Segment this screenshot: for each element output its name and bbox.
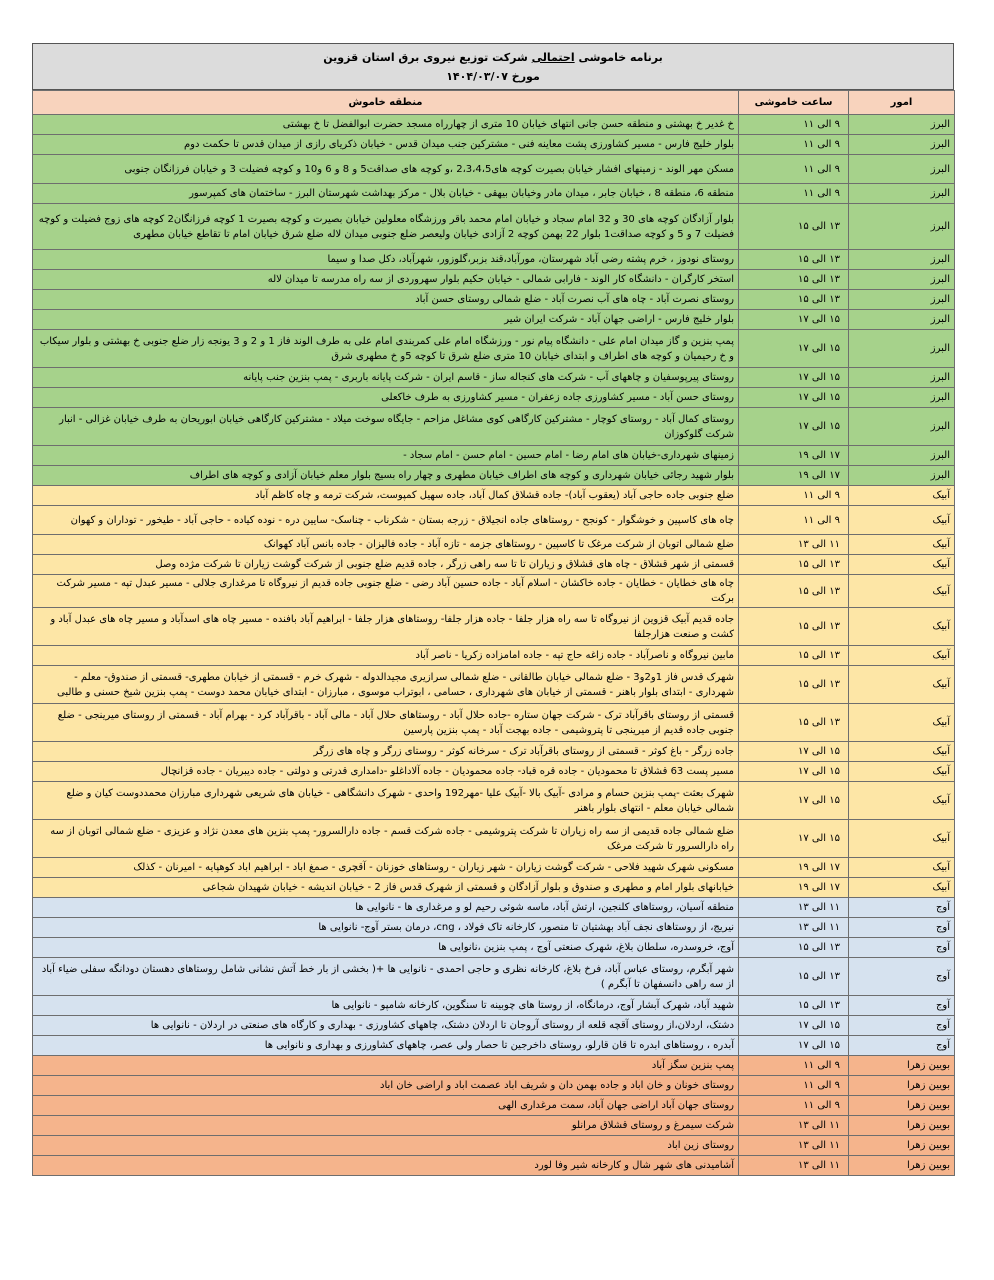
cell-time: ۱۳ الی ۱۵ (739, 996, 849, 1016)
cell-time: ۱۱ الی ۱۳ (739, 898, 849, 918)
cell-region: آبیک (849, 486, 955, 506)
cell-area: روستای زین اباد (33, 1136, 739, 1156)
cell-region: آبیک (849, 608, 955, 646)
table-row (33, 486, 955, 506)
table-row (33, 368, 955, 388)
cell-area: جاده قدیم آبیک قزوین از نیروگاه تا سه راه هزار جلفا - جاده هزار جلفا- روستاهای هزار جلفا - ابراهیم آباد بافنده - مسیر چاه های اسدآباد و مسیر چاه های عبدل آباد و کشت و صنعت هزارجلفا (33, 608, 739, 646)
cell-region: البرز (849, 270, 955, 290)
cell-time: ۹ الی ۱۱ (739, 486, 849, 506)
cell-time: ۱۵ الی ۱۷ (739, 368, 849, 388)
cell-region: آوج (849, 1016, 955, 1036)
cell-area: قسمتی از شهر قشلاق - چاه های قشلاق و زیاران تا تا سه راهی زرگر ، جاده قدیم ضلع جنوبی از شرکت گوشت زیاران تا شرکت مژده وصل (33, 555, 739, 575)
cell-area: روستای پیرپوسفیان و چاههای آب - شرکت های کنجاله ساز - قاسم ایران - شرکت پایانه باربری - پمپ بنزین جنب پایانه (33, 368, 739, 388)
cell-region: البرز (849, 290, 955, 310)
cell-area: آبدره ، روستاهای ابدره تا قان قارلو، روستای داخرجین تا حصار ولی عصر، چاههای کشاورزی و بهداری و نانوایی ها (33, 1036, 739, 1056)
cell-region: بویین زهرا (849, 1136, 955, 1156)
cell-region: البرز (849, 250, 955, 270)
column-header-time: ساعت خاموشی (739, 91, 849, 115)
cell-region: بویین زهرا (849, 1076, 955, 1096)
cell-time: ۹ الی ۱۱ (739, 135, 849, 155)
cell-time: ۱۳ الی ۱۵ (739, 608, 849, 646)
cell-region: البرز (849, 330, 955, 368)
cell-region: البرز (849, 135, 955, 155)
cell-area: جاده زرگر - باغ کوثر - قسمتی از روستای باقرآباد ترک - سرخانه کوثر - روستای زرگر و چاه های زرگر (33, 742, 739, 762)
outage-table (32, 90, 955, 1176)
table-row (33, 782, 955, 820)
schedule-header (32, 43, 954, 90)
cell-area: روستای خونان و خان اباد و جاده بهمن دان و شریف اباد عصمت اباد و اراضی خان اباد (33, 1076, 739, 1096)
cell-area: خیابانهای بلوار امام و مطهری و صندوق و بلوار آزادگان و قسمتی از شهرک قدس فاز 2 - خیابان اندیشه - خیابان شهیدان شجاعی (33, 878, 739, 898)
title-suffix: شرکت توزیع نیروی برق استان قزوین (323, 50, 528, 64)
cell-region: بویین زهرا (849, 1056, 955, 1076)
cell-region: آبیک (849, 646, 955, 666)
cell-region: البرز (849, 368, 955, 388)
cell-region: آبیک (849, 666, 955, 704)
cell-time: ۱۵ الی ۱۷ (739, 310, 849, 330)
cell-region: البرز (849, 408, 955, 446)
table-row (33, 310, 955, 330)
cell-time: ۱۷ الی ۱۹ (739, 446, 849, 466)
cell-area: زمینهای شهرداری-خیابان های امام رضا - امام حسین - امام حسن - امام سجاد - (33, 446, 739, 466)
cell-time: ۱۳ الی ۱۵ (739, 204, 849, 250)
cell-region: آبیک (849, 820, 955, 858)
cell-area: نیریج، از روستاهای نجف آباد بهشتیان تا منصور، کارخانه تاک فولاد ، cng، درمان بستر آوج- نانوایی ها (33, 918, 739, 938)
cell-area: روستای نودوز ، خرم پشته رضی آباد شهرستان، مورآباد،قند بزبر،گلوزور، شهرآباد، دکل صدا و سیما (33, 250, 739, 270)
table-row (33, 250, 955, 270)
table-body (33, 115, 955, 1176)
cell-area: آوج، خروسدره، سلطان بلاغ، شهرک صنعتی آوج ، پمپ بنزین ،نانوایی ها (33, 938, 739, 958)
cell-time: ۱۱ الی ۱۳ (739, 1116, 849, 1136)
cell-region: البرز (849, 115, 955, 135)
cell-time: ۱۱ الی ۱۳ (739, 535, 849, 555)
table-row (33, 115, 955, 135)
table-row (33, 184, 955, 204)
cell-region: البرز (849, 155, 955, 184)
table-row (33, 466, 955, 486)
cell-time: ۹ الی ۱۱ (739, 1056, 849, 1076)
cell-area: شهر آبگرم، روستای عباس آباد، فرخ بلاغ، کارخانه نظری و حاجی احمدی - نانوایی ها +( بخشی از بار خط آتش نشانی شامل روستاهای دهستان دودانگه سفلی ضیاء آباد از سه راهی دانسفهان تا آبگرم ) (33, 958, 739, 996)
cell-time: ۱۳ الی ۱۵ (739, 938, 849, 958)
table-row (33, 938, 955, 958)
cell-area: مسکن مهر الوند - زمینهای افشار خیابان بصیرت کوچه های2،3،4،5 ،و کوچه های صداقت5 و 8 و 6 و10 و کوچه فضیلت 3 و خیابان فرزانگان جنوبی (33, 155, 739, 184)
cell-region: البرز (849, 204, 955, 250)
cell-time: ۹ الی ۱۱ (739, 506, 849, 535)
cell-region: آبیک (849, 858, 955, 878)
table-row (33, 1056, 955, 1076)
cell-area: مسیر پست 63 قشلاق تا محمودیان - جاده قره قباد- جاده محمودیان - جاده آلاداغلو -دامداری قدرتی و دولتی - جاده دیبریان - جاده قزانچال (33, 762, 739, 782)
cell-region: آوج (849, 1036, 955, 1056)
column-header-area: منطقه خاموش (33, 91, 739, 115)
cell-area: منطقه آسیان، روستاهای کلنجین، ارتش آباد، ماسه شوئی رحیم لو و مرغداری ها - نانوایی ها (33, 898, 739, 918)
cell-area: روستای جهان آباد اراضی جهان آباد، سمت مرغداری الهی (33, 1096, 739, 1116)
cell-time: ۹ الی ۱۱ (739, 115, 849, 135)
table-row (33, 575, 955, 608)
cell-region: آبیک (849, 575, 955, 608)
cell-region: البرز (849, 310, 955, 330)
table-row (33, 506, 955, 535)
cell-time: ۹ الی ۱۱ (739, 184, 849, 204)
cell-area: شهرک بعثت -پمپ بنزین حسام و مرادی -آبیک بالا -آبیک علیا -مهر192 واحدی - شهرک دانشگاهی - خیابان های شریعی شهرداری مبارزان محمددوست کیان و ضلع شمالی خیابان معلم - انتهای بلوار باهنر (33, 782, 739, 820)
cell-region: بویین زهرا (849, 1156, 955, 1176)
cell-time: ۱۳ الی ۱۵ (739, 250, 849, 270)
cell-time: ۹ الی ۱۱ (739, 155, 849, 184)
table-row (33, 204, 955, 250)
cell-area: چاه های خطایان - خطایان - جاده خاکشان - اسلام آباد - جاده حسین آباد رضی - ضلع جنوبی جاده قدیم از نیروگاه تا مرغداری جلالی - مسیر عبدل تپه - مسیر شرکت برکت (33, 575, 739, 608)
cell-time: ۱۱ الی ۱۳ (739, 1136, 849, 1156)
cell-time: ۱۳ الی ۱۵ (739, 270, 849, 290)
table-row (33, 820, 955, 858)
cell-region: آبیک (849, 704, 955, 742)
cell-region: بویین زهرا (849, 1096, 955, 1116)
cell-area: بلوار خلیج فارس - مسیر کشاورزی پشت معاینه فنی - مشترکین جنب میدان قدس - خیابان ذکریای رازی از میدان قدس تا حکمت دوم (33, 135, 739, 155)
cell-area: قسمتی از روستای باقرآباد ترک - شرکت جهان ستاره -جاده حلال آباد - روستاهای حلال آباد - مالی آباد - باقرآباد کرد - بهرام آباد - قسمتی از روستای میرینجی - ضلع جنوبی جاده قدیم از میرینجی تا پتروشیمی - جاده بهجت آباد - پمپ بنزین پارسین (33, 704, 739, 742)
cell-area: پمپ بنزین و گاز میدان امام علی - دانشگاه پیام نور - ورزشگاه امام علی کمربندی امام علی به طرف الوند فاز 1 و 2 و 3 یونجه زار ضلع جنوبی خ بهشتی و بلوار سیکاب و خ رحیمیان و کوچه های اطراف و ابتدای خیابان 10 متری ضلع شرق تا کوچه 5و خ مطهری شرق (33, 330, 739, 368)
cell-region: البرز (849, 388, 955, 408)
cell-region: بویین زهرا (849, 1116, 955, 1136)
cell-area: بلوار آزادگان کوچه های 30 و 32 امام سجاد و خیابان امام محمد باقر ورزشگاه معلولین خیابان بصیرت و کوچه بصیرت 1 کوچه فرزانگان2 کوچه های زوج فضیلت و کوچه فضیلت 7 و 5 و کوچه صداقت1 بلوار 22 بهمن کوچه 2 آزادی خیابان ولیعصر ضلع جنوبی میدان لاله ضلع شرق خیابان امام تا تقاطع خیابان مطهری (33, 204, 739, 250)
outage-schedule-sheet (32, 43, 954, 1176)
table-row (33, 388, 955, 408)
cell-region: البرز (849, 446, 955, 466)
table-row (33, 330, 955, 368)
cell-time: ۱۳ الی ۱۵ (739, 290, 849, 310)
cell-time: ۱۷ الی ۱۹ (739, 858, 849, 878)
cell-region: آوج (849, 958, 955, 996)
cell-region: آبیک (849, 742, 955, 762)
cell-region: آوج (849, 996, 955, 1016)
cell-region: آبیک (849, 506, 955, 535)
cell-time: ۱۱ الی ۱۳ (739, 1156, 849, 1176)
cell-area: استخر کارگران - دانشگاه کار الوند - فارابی شمالی - خیابان حکیم بلوار سهروردی از سه راه مدرسه تا میدان لاله (33, 270, 739, 290)
table-row (33, 155, 955, 184)
table-row (33, 1036, 955, 1056)
table-header-row (33, 91, 955, 115)
table-row (33, 446, 955, 466)
cell-area: ضلع شمالی جاده قدیمی از سه راه زیاران تا شرکت پتروشیمی - جاده شرکت قسم - جاده دارالسرور- پمپ بنزین های معدن نژاد و عزیزی - ضلع شمالی اتوبان از سه راه دارالسرور تا شرکت مرغک (33, 820, 739, 858)
table-row (33, 762, 955, 782)
cell-area: دشتک، اردلان،از روستای آقچه قلعه از روستای آروجان تا اردلان دشتک، چاههای کشاورزی - بهداری و کارگاه های صنعتی در اردلان - نانوایی ها (33, 1016, 739, 1036)
cell-region: آبیک (849, 762, 955, 782)
cell-time: ۱۳ الی ۱۵ (739, 704, 849, 742)
cell-time: ۱۵ الی ۱۷ (739, 762, 849, 782)
cell-region: آوج (849, 898, 955, 918)
table-row (33, 408, 955, 446)
table-row (33, 290, 955, 310)
table-row (33, 608, 955, 646)
page-title (33, 51, 953, 64)
cell-area: مسکونی شهرک شهید فلاحی - شرکت گوشت زیاران - شهر زیاران - روستاهای خوزنان - آقچری - صمغ اباد - ابراهیم اباد کوهپایه - امیرنان - کذلک (33, 858, 739, 878)
cell-time: ۱۱ الی ۱۳ (739, 918, 849, 938)
table-row (33, 858, 955, 878)
cell-time: ۱۵ الی ۱۷ (739, 408, 849, 446)
table-row (33, 1116, 955, 1136)
cell-time: ۱۵ الی ۱۷ (739, 742, 849, 762)
table-row (33, 1076, 955, 1096)
table-row (33, 918, 955, 938)
cell-time: ۱۳ الی ۱۵ (739, 575, 849, 608)
cell-area: پمپ بنزین سگز آباد (33, 1056, 739, 1076)
table-row (33, 535, 955, 555)
table-row (33, 704, 955, 742)
table-row (33, 878, 955, 898)
cell-area: خ غدیر خ بهشتی و منطقه حسن جانی انتهای خیابان 10 متری از چهارراه مسجد حضرت ابوالفضل تا خ بهشتی (33, 115, 739, 135)
cell-area: بلوار خلیج فارس - اراضی جهان آباد - شرکت ایران شیر (33, 310, 739, 330)
cell-area: شهید آباد، شهرک آبشار آوج، درمانگاه، از روستا های چوبینه تا سنگوین، کارخانه شامپو - نانوایی ها (33, 996, 739, 1016)
table-row (33, 996, 955, 1016)
cell-time: ۱۵ الی ۱۷ (739, 1016, 849, 1036)
table-row (33, 742, 955, 762)
cell-area: مابین نیروگاه و ناصرآباد - جاده زاغه حاج تپه - جاده امامزاده زکریا - ناصر آباد (33, 646, 739, 666)
cell-time: ۱۵ الی ۱۷ (739, 1036, 849, 1056)
table-row (33, 646, 955, 666)
cell-area: ضلع جنوبی جاده حاجی آباد (یعقوب آباد)- جاده قشلاق کمال آباد، جاده سهیل کمپوست، شرکت ترمه و چاه کاظم آباد (33, 486, 739, 506)
cell-time: ۱۳ الی ۱۵ (739, 646, 849, 666)
cell-region: آبیک (849, 555, 955, 575)
cell-area: روستای کمال آباد - روستای کوچار - مشترکین کارگاهی کوی مشاغل مزاحم - جایگاه سوخت میلاد - مشترکین کارگاهی خیابان ابوریحان به طرف خیابان غزالی - انبار شرکت گلوکوزان (33, 408, 739, 446)
table-row (33, 1156, 955, 1176)
table-row (33, 958, 955, 996)
schedule-date: مورخ ۱۴۰۴/۰۳/۰۷ (446, 69, 540, 83)
table-row (33, 270, 955, 290)
cell-area: شرکت سیمرغ و روستای قشلاق مرانلو (33, 1116, 739, 1136)
title-prefix: برنامه خاموشی (578, 50, 663, 64)
cell-time: ۱۳ الی ۱۵ (739, 958, 849, 996)
cell-time: ۱۵ الی ۱۷ (739, 782, 849, 820)
cell-area: منطقه 6، منطقه 8 ، خیابان جابر ، میدان مادر وخیابان بیهقی - خیابان بلال - مرکز بهداشت شهرستان البرز - ساختمان های کمپرسور (33, 184, 739, 204)
cell-region: آوج (849, 918, 955, 938)
cell-time: ۱۳ الی ۱۵ (739, 666, 849, 704)
column-header-region: امور (849, 91, 955, 115)
table-row (33, 1096, 955, 1116)
cell-area: آشامیدنی های شهر شال و کارخانه شیر وفا لورد (33, 1156, 739, 1176)
cell-area: شهرک قدس فاز 1و2و3 - ضلع شمالی خیابان طالقانی - ضلع شمالی سرازیری مجیدالدوله - شهرک خرم - قسمتی از خیابان مطهری- قسمتی از صندوق- معلم - شهرداری - ابتدای بلوار باهنر - قسمتی از خیابان های شهرداری ، حسامی ، ابوتراب موسوی ، مبارزان - ابتدای خیابان محمد دوست - پمپ بنزین شیخ حسنی و طالبی (33, 666, 739, 704)
cell-time: ۹ الی ۱۱ (739, 1076, 849, 1096)
table-row (33, 666, 955, 704)
cell-time: ۹ الی ۱۱ (739, 1096, 849, 1116)
cell-time: ۱۳ الی ۱۵ (739, 555, 849, 575)
cell-time: ۱۷ الی ۱۹ (739, 466, 849, 486)
cell-time: ۱۵ الی ۱۷ (739, 820, 849, 858)
table-row (33, 555, 955, 575)
cell-area: روستای نصرت آباد - چاه های آب نصرت آباد - ضلع شمالی روستای حسن آباد (33, 290, 739, 310)
cell-area: چاه های کاسپین و خوشگوار - کونجح - روستاهای جاده انجیلاق - زرجه بستان - شکرناب - چناسک- سایین دره - نوده کیاده - حاجی آباد - طیخور - توداران و کهوان (33, 506, 739, 535)
cell-time: ۱۷ الی ۱۹ (739, 878, 849, 898)
cell-area: ضلع شمالی اتوبان از شرکت مرغک تا کاسپین - روستاهای جزمه - تازه آباد - جاده فالیزان - جاده بانس آباد کهوانک (33, 535, 739, 555)
cell-region: آبیک (849, 535, 955, 555)
title-highlight: احتمالی (531, 50, 575, 64)
cell-area: روستای حسن آباد - مسیر کشاورزی جاده زعفران - مسیر کشاورزی به طرف خاکعلی (33, 388, 739, 408)
table-row (33, 898, 955, 918)
table-row (33, 135, 955, 155)
cell-region: آبیک (849, 878, 955, 898)
table-row (33, 1016, 955, 1036)
cell-region: آوج (849, 938, 955, 958)
table-row (33, 1136, 955, 1156)
cell-region: البرز (849, 466, 955, 486)
cell-region: آبیک (849, 782, 955, 820)
cell-time: ۱۵ الی ۱۷ (739, 388, 849, 408)
cell-time: ۱۵ الی ۱۷ (739, 330, 849, 368)
cell-area: بلوار شهید رجائی خیابان شهرداری و کوچه های اطراف خیابان مطهری و چهار راه بسیج بلوار معلم خیابان آزادی و کوچه های اطراف (33, 466, 739, 486)
cell-region: البرز (849, 184, 955, 204)
